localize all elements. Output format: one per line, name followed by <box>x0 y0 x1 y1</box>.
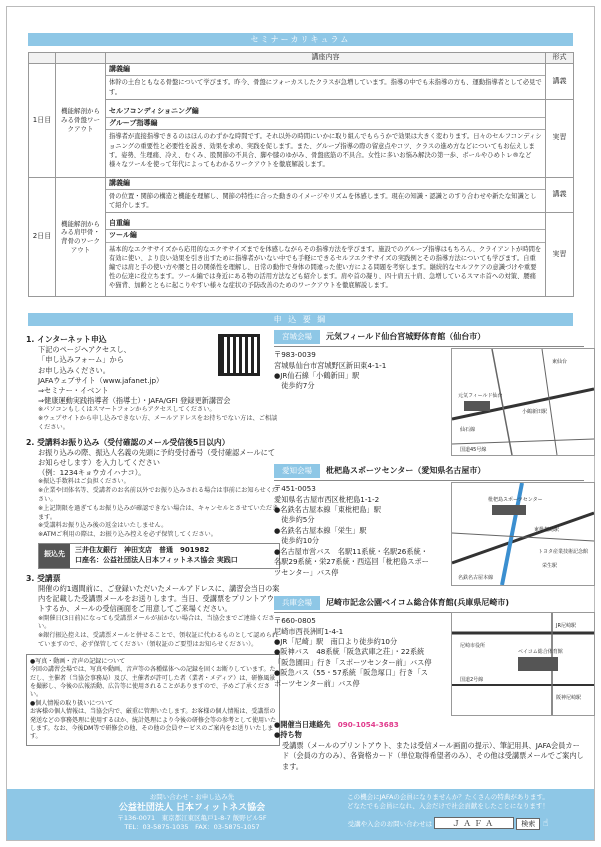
map-label: 元気フィールド仙台 <box>458 393 503 399</box>
curriculum-title: セミナーカリキュラム <box>250 35 351 44</box>
map-label: 東仙台 <box>552 359 568 365</box>
bank-line1: 三井住友銀行 神田支店 普通 901982 <box>75 546 210 555</box>
col-content: 講座内容 <box>106 53 546 64</box>
apply-s1-line: ⇒セミナー・イベント <box>38 385 109 395</box>
map-aichi <box>451 482 595 586</box>
day1-block2-text: 指導者が直接指導できるのはほんのわずかな時間です。それ以外の時間にいかに取り組んでもらうかで効果は大きく変わります。日々のセルフコンディショニングの重要性と必要性を説き、効果を求め、実践を促します。また、グループ指導の際の留意点やコツ、クラスの進め方などについてもお伝えします。姿勢、生理痛、冷え、むくみ、股関節の不具合、脚や膝のゆがみ、骨盤底筋の不具合。女性に多いお悩み解決の第一歩、ボールやひめトレ®など様々なツールを使って年代によってもわかるワークアウトを徹底解説します。 <box>109 133 542 168</box>
apply-s1-title: 1. インターネット申込 <box>26 335 107 344</box>
venue-tag: 愛知会場 <box>274 464 320 478</box>
col-theme <box>56 53 106 64</box>
venue-address: 宮城県仙台市宮城野区新田東4-1-1 <box>274 360 387 370</box>
venue-name: 尼崎市記念公園ベイコム総合体育館(兵庫県尼崎市) <box>326 598 509 607</box>
col-day <box>29 53 56 64</box>
apply-s3-note: ※銀行振込控えは、受講票メールと併せることで、領収証に代わるものとして認められていますので、必ず保管してください（領収証のご要望はお知らせください）。 <box>38 632 279 649</box>
day2-block1-heading: 講義編 <box>106 178 545 190</box>
day2-label: 2日目 <box>29 177 56 297</box>
apply-website-link[interactable]: JAFAウェブサイト（www.jafanet.jp） <box>38 375 164 385</box>
apply-s2-note: ※上記期限を過ぎてもお振り込みが確認できない場合は、キャンセルとさせていただきます。 <box>38 504 279 521</box>
venue-marker <box>518 657 558 671</box>
venue-access: ●名古屋市営バス 名駅11系統・名駅26系統・名駅29系統・栄27系統・西巡回「枇杷島スポーツセンター」バス停 <box>274 546 429 577</box>
day2-block2-heading: 自重編 <box>106 218 545 230</box>
apply-s2-title: 2. 受講料お振り込み（受付確認のメール受信後5日以内） <box>26 437 230 447</box>
box1-title: ●写真・動画・音声の記録について <box>30 657 126 665</box>
apply-s2-line: （例：1234キョウカイハナコ）。 <box>38 468 146 478</box>
apply-s2-note: ※振込手数料はご負担ください。 <box>38 478 130 486</box>
venue-access: ●名鉄名古屋本線「東枇杷島」駅 <box>274 505 381 514</box>
venue-zip: 〒660-0805 <box>274 616 316 626</box>
venue-access: ●JR仙石線「小鶴新田」駅 <box>274 371 360 380</box>
map-label: 東枇杷島駅 <box>534 527 560 533</box>
box2-text: お客様の個人情報は、当協会内で、厳重に管理いたします。お客様の個人情報は、受講票の発送などの事務処理に使用するほか、統計処理により今後の研修会等の参考として使用いたします。なお、今後DM等で研修会の他、その他の会員サービスのご案内をお送りいたします。 <box>30 708 277 741</box>
venue-access: ●阪急バス（55・57系統「阪急塚口」行き「スポーツセンター前」バス停 <box>274 668 428 688</box>
map-label: ベイコム総合体育館 <box>518 649 563 655</box>
footer-search-label: 受講や入会のお問い合わせは <box>347 819 433 828</box>
venue-marker <box>492 505 526 515</box>
day2-block2-format: 実習 <box>546 213 574 297</box>
venue-access: 徒歩約5分 <box>274 515 315 525</box>
box2-title: ●個人情報の取り扱いについて <box>30 699 114 707</box>
venue-access: ●JR「尼崎」駅 南口より徒歩約10分 <box>274 637 398 646</box>
apply-s3-note: ※開催日(3日前)になっても受講票メールが届かない場合は、当協会までご連絡ください。 <box>38 614 275 631</box>
privacy-box <box>26 654 280 746</box>
apply-section <box>26 330 280 746</box>
contact-phone: 090-1054-3683 <box>337 720 399 729</box>
apply-title: 申 込 要 綱 <box>273 315 328 324</box>
venue-tag: 宮城会場 <box>274 330 320 344</box>
apply-s2-note: ※受講料お振り込み後の返金はいたしません。 <box>38 522 168 530</box>
apply-s2-note: ※ATMご利用の際は、お振り込み控えを必ず保管してください。 <box>38 531 217 539</box>
footer-right2: どなたでも会員になれ、入会だけで社会貢献をしたことになります！ <box>347 801 549 810</box>
map-miyagi <box>451 348 595 456</box>
contact-label: ●開催当日連絡先 <box>274 720 331 729</box>
map-aichi-drawing <box>452 483 594 585</box>
bring-text: 受講票（メールのプリントアウト、または受信メール画面の提示）、筆記用具、JAFA会員カード（会員の方のみ）、各資格カード（単位取得希望者のみ）、その他は受講票メールでご案内します。 <box>282 740 584 771</box>
map-label: 国道45号線 <box>460 447 487 453</box>
footer-address: 〒136-0071 東京都江東区亀戸1-8-7 飯野ビル5F <box>117 813 267 822</box>
apply-s1-line: 「申し込みフォーム」から <box>38 355 124 365</box>
venue-access: 徒歩約7分 <box>274 381 315 391</box>
map-label: 栄生駅 <box>542 563 558 569</box>
day1-block1-format: 講義 <box>546 64 574 100</box>
day1-label: 1日目 <box>29 64 56 178</box>
map-label: JR尼崎駅 <box>556 623 576 629</box>
map-label: 小鶴新田駅 <box>522 409 548 415</box>
venue-address: 尼崎市西長洲町1-4-1 <box>274 626 344 636</box>
apply-s1-note: ※パソコンもしくはスマートフォンからアクセスしてください。 <box>38 406 216 414</box>
venue-address: 愛知県名古屋市西区枇杷島1-1-2 <box>274 494 380 504</box>
apply-s3-title: 3. 受講票 <box>26 573 61 583</box>
day2-block1-text: 骨の位置・関節の構造と機能を理解し、関節の特性に合った動きのイメージやリズムを体感します。現在の知識・認識とのすり合わせや新たな知識として紹介します。 <box>109 193 537 210</box>
pointer-hand-icon: ☝ <box>542 817 549 829</box>
map-hyogo-drawing <box>452 613 594 715</box>
footer <box>7 789 594 840</box>
venue-access: ●名鉄名古屋本線「栄生」駅 <box>274 525 367 535</box>
day1-block1-heading: 講義編 <box>106 64 545 76</box>
day2-block2-text: 基本的なエクササイズから応用的なエクササイズまでを体感しながらその指導方法を学びます。施設でのグループ指導はもちろん、クライアントが時間を有効に使い、より良い効果を引き出すために指導者がいない中でも手軽にできるセルフエクササイズの実践例とその指導方法についても学びます。自重編では肩と手の使い方や腰と目の関係性を理解し、日常の動作で身体の間違った使い方による問題を考察します。継続的なセルフケアの意識づけや重要性の伝達に役立ちます。ツール編では身近にある物の活用方法なども紹介します。肩や首の凝り、四十肩五十肩、急増しているスマホ首への対策、腰痛や猫背、加齢とともに起こりやすい様々な症状の予防改善のためのワークアウトを徹底解説します。 <box>109 245 542 289</box>
map-label: 国道2号線 <box>460 677 484 683</box>
bank-line2: 口座名：公益社団法人日本フィットネス協会 実践口 <box>75 556 238 564</box>
day1-block1-text: 体幹の土台ともなる骨盤について学びます。昨今、骨盤にフォーカスしたクラスが急増しています。指導の中でも未指導の方も、運動指導者として必見です。 <box>109 79 542 96</box>
day2-block1-format: 講義 <box>546 177 574 213</box>
map-miyagi-drawing <box>452 349 594 455</box>
map-label: 名鉄名古屋本線 <box>458 575 494 581</box>
curriculum-table <box>28 52 574 297</box>
contact-bring-section <box>274 720 584 772</box>
bank-info <box>38 543 280 569</box>
apply-s2-note: ※企業や団体名等、受講者のお名前以外でお振り込みされる場合は事前にお知らせください。 <box>38 487 279 504</box>
map-label: 尼崎市役所 <box>460 643 486 649</box>
search-button[interactable]: 検索 <box>516 818 540 830</box>
map-hyogo <box>451 612 595 716</box>
map-label: トヨタ産業技術記念館 <box>538 549 589 555</box>
day1-block2-format: 実習 <box>546 99 574 177</box>
venue-zip: 〒451-0053 <box>274 484 316 494</box>
footer-right1: この機会にJAFAの会員になりませんか？たくさんの特典があります。 <box>347 793 549 801</box>
venue-name: 元気フィールド仙台宮城野体育館（仙台市） <box>326 332 486 341</box>
apply-s3-line: 開催の約1週間前に、ご登録いただいたメールアドレスに、講習会当日の案内を記載した受講票メールをお送りします。当日、受講票をプリントアウトするか、メールの受信画面をご用意してご来場ください。 <box>38 584 280 614</box>
apply-s2-line: お振り込みの際、振込人名義の先頭に予約受付番号（受付確認メールにてお知らせします）を入力してください <box>38 447 276 468</box>
apply-s1-line: お申し込みください。 <box>38 365 110 375</box>
day1-block2-heading: セルフコンディショニング編 <box>106 106 545 118</box>
map-label: 仙石線 <box>460 427 476 433</box>
apply-s1-line: ⇒健康運動実践指導者（指導士）・JAFA/GFI 登録更新講習会 <box>38 396 231 406</box>
day2-block2-sub: ツール編 <box>106 230 545 242</box>
day1-block2-sub: グループ指導編 <box>106 118 545 130</box>
map-label: 枇杷島スポーツセンター <box>488 497 543 503</box>
venue-name: 枇杷島スポーツセンター（愛知県名古屋市） <box>326 466 486 475</box>
footer-inquiry: お問い合わせ・お申し込み先 <box>149 793 235 801</box>
map-label: 阪神尼崎駅 <box>556 695 582 701</box>
venue-marker <box>464 401 490 411</box>
col-format: 形式 <box>546 53 574 64</box>
venue-access: ●阪神バス 48系統「阪急武庫之荘」・22系統「阪急園田」行き「スポーツセンター前」バス停 <box>274 647 432 667</box>
curriculum-title-bar <box>28 33 573 46</box>
footer-tel: TEL：03-5875-1035 FAX：03-5875-1057 <box>124 822 260 831</box>
bring-label: ●持ち物 <box>274 730 302 740</box>
day1-theme: 機能解剖からみる骨盤ワークアウト <box>56 64 106 178</box>
venue-access: 徒歩約10分 <box>274 536 320 546</box>
day2-theme: 機能解剖からみる肩甲骨・背骨のワークアウト <box>56 177 106 297</box>
venue-zip: 〒983-0039 <box>274 350 316 360</box>
apply-s1-note: ※ウェブサイトから申し込みできない方、メールアドレスをお持ちでない方は、ご相談ください。 <box>38 415 278 431</box>
apply-title-bar <box>28 313 573 326</box>
venue-tag: 兵庫会場 <box>274 596 320 610</box>
bank-label: 振込先 <box>39 544 70 568</box>
footer-org: 公益社団法人 日本フィットネス協会 <box>118 802 266 813</box>
box1-text: 今回の講習会場では、写真や動画、音声等の各種媒体への記録を固くお断りしています。ただし、主催者（当協会事務局）及び、主催者が許可した者（業者・メディア）は、研修風景を撮影し、今後の広報活動、広告等に使用されることがありますので、予めご了承ください。 <box>30 666 276 699</box>
apply-s1-line: 下記のページへアクセスし、 <box>38 345 131 355</box>
search-keyword-box[interactable]: ＪＡＦＡ <box>434 817 514 829</box>
